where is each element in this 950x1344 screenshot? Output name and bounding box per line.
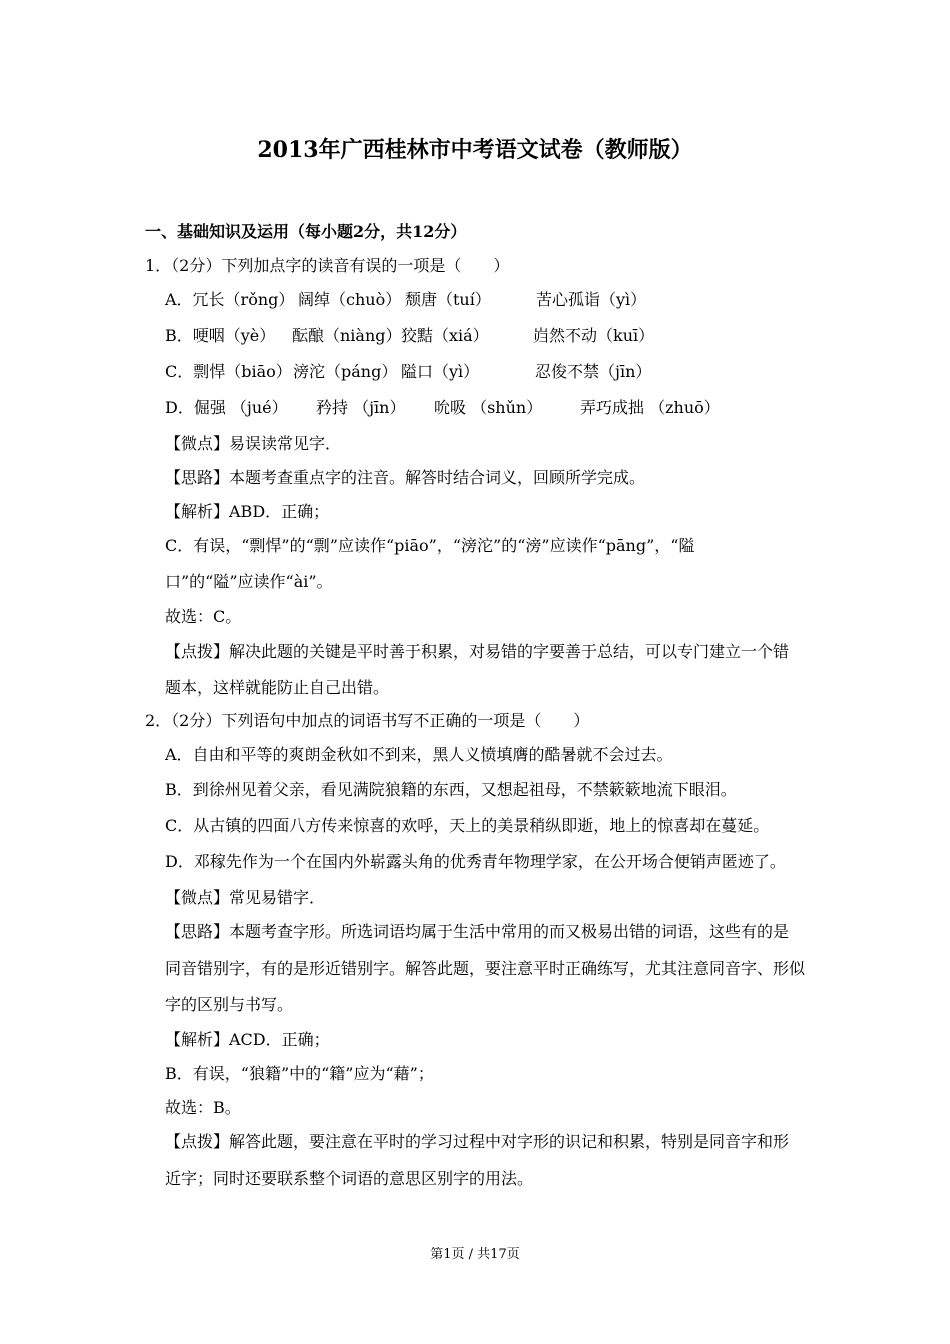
option-cell: 滂沱（páng） bbox=[293, 362, 398, 381]
dianbo-note: 题本，这样就能防止自己出错。 bbox=[165, 678, 390, 697]
option-cell: B．哽咽（yè） bbox=[165, 326, 276, 345]
section-heading: 一、基础知识及运用（每小题2分，共12分） bbox=[145, 222, 467, 241]
page-title: 2013年广西桂林市中考语文试卷（教师版） bbox=[257, 137, 693, 163]
option-a: A．自由和平等的爽朗金秋如不到来，黑人义愤填膺的酷暑就不会过去。 bbox=[165, 745, 673, 764]
option-cell: 苦心孤诣（yì） bbox=[536, 290, 647, 309]
dianbo-note: 【点拨】解决此题的关键是平时善于积累，对易错的字要善于总结，可以专门建立一个错 bbox=[165, 642, 790, 661]
option-cell: 阔绰（chuò） bbox=[298, 290, 402, 309]
silu-note: 【思路】本题考查重点字的注音。解答时结合词义，回顾所学完成。 bbox=[165, 468, 646, 487]
question-2-stem: 2．（2分）下列语句中加点的词语书写不正确的一项是（ ） bbox=[145, 711, 590, 730]
weidian-note: 【微点】易误读常见字． bbox=[165, 434, 342, 453]
option-cell: 狡黠（xiá） bbox=[401, 326, 489, 345]
option-cell: 弄巧成拙 （zhuō） bbox=[580, 398, 720, 417]
option-d: D．邓稼先作为一个在国内外崭露头角的优秀青年物理学家，在公开场合便销声匿迹了。 bbox=[165, 852, 786, 871]
silu-note: 同音错别字，有的是形近错别字。解答此题，要注意平时正确练写，尤其注意同音字、形似 bbox=[165, 959, 806, 978]
silu-note: 字的区别与书写。 bbox=[165, 995, 294, 1014]
answer-line: 故选：B。 bbox=[165, 1098, 241, 1117]
option-cell: 矜持 （jīn） bbox=[316, 398, 406, 417]
explanation-line: B．有误，“狼籍”中的“籍”应为“藉”； bbox=[165, 1064, 434, 1083]
option-c: C．从古镇的四面八方传来惊喜的欢呼，天上的美景稍纵即逝，地上的惊喜却在蔓延。 bbox=[165, 816, 770, 835]
answer-line: 故选：C。 bbox=[165, 607, 242, 626]
weidian-note: 【微点】常见易错字． bbox=[165, 888, 326, 907]
jiexi-note: 【解析】ACD．正确； bbox=[165, 1030, 330, 1049]
dianbo-note: 近字；同时还要联系整个词语的意思区别字的用法。 bbox=[165, 1169, 534, 1188]
page-footer: 第1页 / 共17页 bbox=[430, 1247, 520, 1262]
explanation-line: C．有误，“剽悍”的“剽”应读作“piāo”，“滂沱”的“滂”应读作“pāng”，“隘 bbox=[165, 536, 695, 555]
option-b: B．到徐州见着父亲，看见满院狼籍的东西，又想起祖母，不禁簌簌地流下眼泪。 bbox=[165, 780, 737, 799]
explanation-line: 口”的“隘”应读作“ài”。 bbox=[165, 572, 333, 591]
option-cell: A．冗长（rǒng） bbox=[165, 290, 295, 309]
option-cell: D．倔强 （jué） bbox=[165, 398, 288, 417]
option-cell: 酝酿（niàng） bbox=[292, 326, 402, 345]
option-cell: 隘口（yì） bbox=[401, 362, 480, 381]
option-cell: C．剽悍（biāo） bbox=[165, 362, 292, 381]
option-cell: 吮吸 （shǔn） bbox=[434, 398, 543, 417]
option-cell: 岿然不动（kuī） bbox=[533, 326, 655, 345]
dianbo-note: 【点拨】解答此题，要注意在平时的学习过程中对字形的识记和积累，特别是同音字和形 bbox=[165, 1132, 790, 1151]
question-1-stem: 1．（2分）下列加点字的读音有误的一项是（ ） bbox=[145, 256, 510, 275]
jiexi-note: 【解析】ABD．正确； bbox=[165, 502, 330, 521]
option-cell: 忍俊不禁（jīn） bbox=[535, 362, 652, 381]
silu-note: 【思路】本题考查字形。所选词语均属于生活中常用的而又极易出错的词语，这些有的是 bbox=[165, 922, 790, 941]
option-cell: 颓唐（tuí） bbox=[405, 290, 491, 309]
